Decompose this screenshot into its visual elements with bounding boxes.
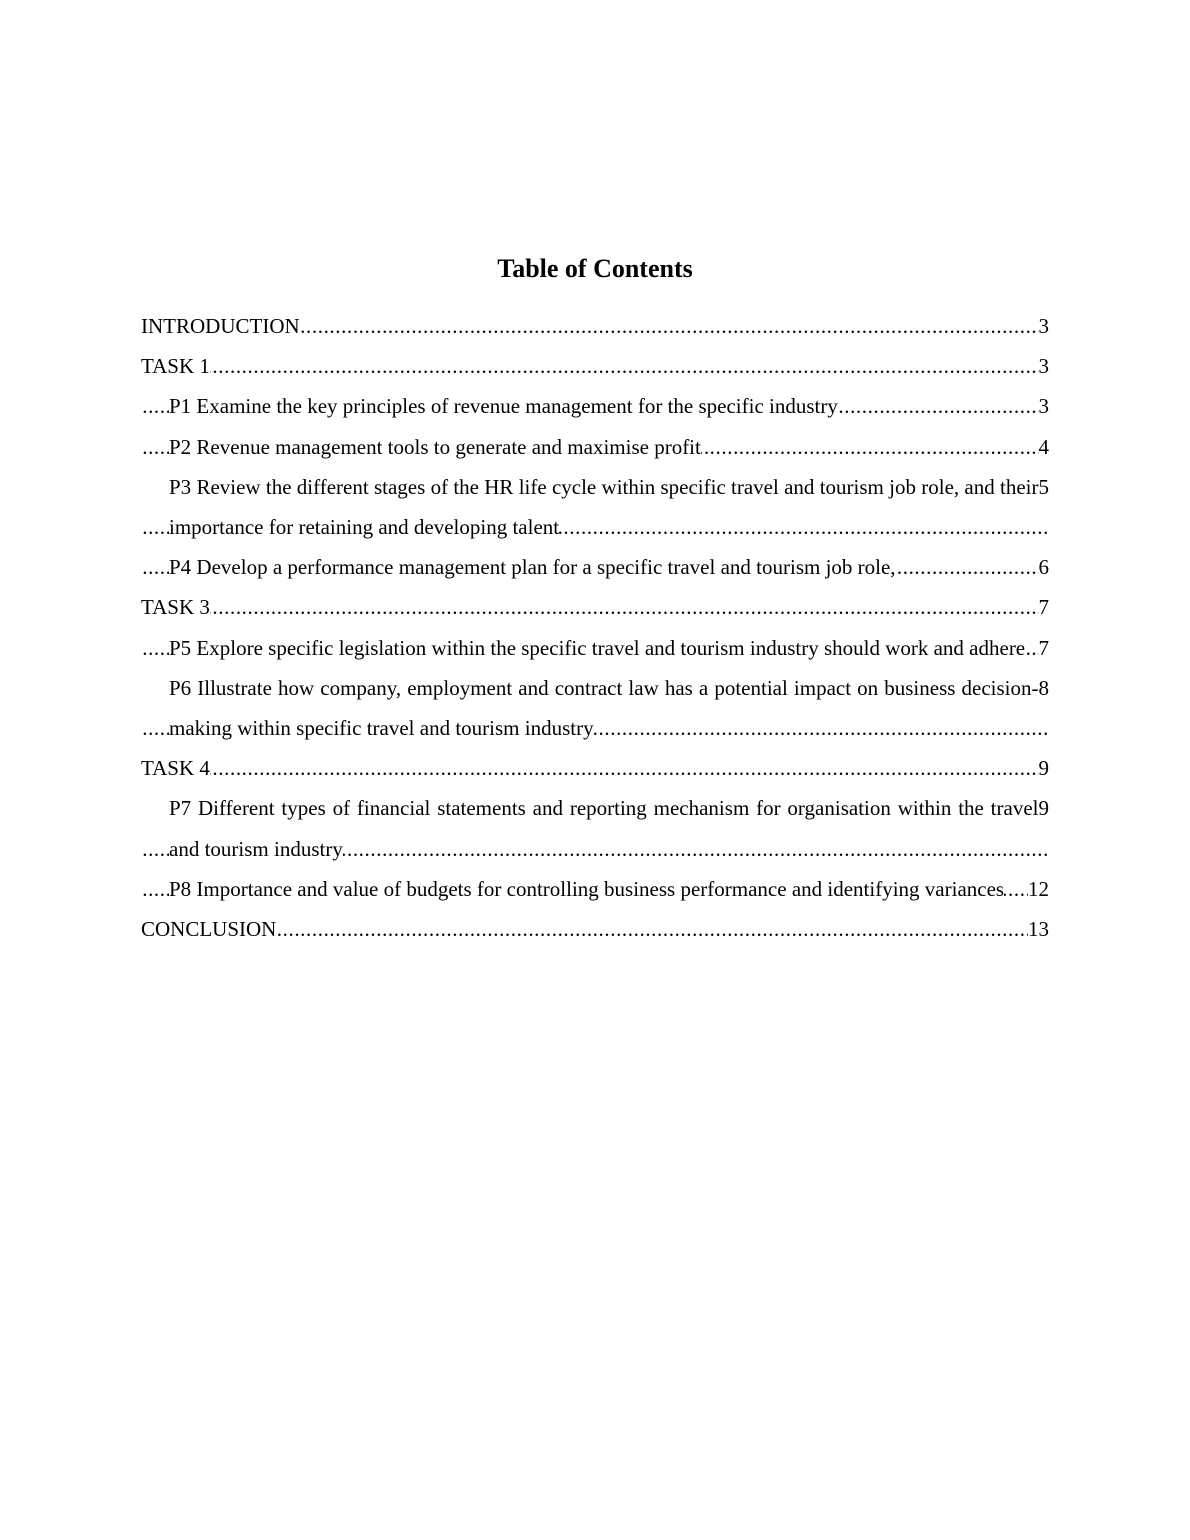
toc-page-number: 7 — [1039, 587, 1050, 627]
toc-entry-text: P3 Review the different stages of the HR life cycle within specific travel and tourism job role, and their importance for retaining and developing talent — [169, 474, 1039, 540]
toc-entry-p4[interactable] — [141, 547, 1049, 587]
toc-entry-text: TASK 3 — [141, 595, 210, 620]
toc-entry-text: INTRODUCTION — [141, 314, 300, 338]
toc-entry-text: P7 Different types of financial statements and reporting mechanism for organisation within the travel and tourism industry — [169, 796, 1039, 861]
leader-dots — [141, 909, 1049, 949]
toc-entry-text: TASK 1 — [141, 354, 210, 379]
toc-entry-text: P8 Importance and value of budgets for controlling business performance and identifying variances — [169, 876, 1005, 901]
toc-page-number: 5 — [1039, 467, 1050, 507]
toc-page-number: 9 — [1039, 748, 1050, 788]
toc-entry-text: P5 Explore specific legislation within the specific travel and tourism industry should work and adhere — [169, 635, 1026, 660]
toc-entry-p7[interactable] — [141, 788, 1049, 868]
toc-page-number: 8 — [1039, 668, 1050, 708]
toc-page-number: 9 — [1039, 788, 1050, 828]
toc-page-number: 4 — [1039, 427, 1050, 467]
toc-page-number: 3 — [1039, 386, 1050, 426]
toc-title: Table of Contents — [497, 254, 693, 283]
toc-entry-text: P2 Revenue management tools to generate and maximise profit — [169, 434, 701, 459]
toc-entry-text: P6 Illustrate how company, employment and contract law has a potential impact on business decision-making within specific travel and tourism industry — [169, 675, 1039, 741]
toc-entry-p8[interactable] — [141, 869, 1049, 909]
toc-entry-introduction[interactable] — [141, 306, 1049, 346]
toc-entry-p3[interactable] — [141, 467, 1049, 547]
toc-entry-text: TASK 4 — [141, 756, 210, 781]
toc-entry-task-4[interactable] — [141, 748, 1049, 788]
leader-dots — [141, 346, 1049, 386]
toc-entry-task-1[interactable] — [141, 346, 1049, 386]
leader-dots — [141, 748, 1049, 788]
toc-page-number: 3 — [1039, 306, 1050, 346]
toc-entry-text: P4 Develop a performance management plan for a specific travel and tourism job role, — [169, 555, 896, 580]
toc-entry-conclusion[interactable] — [141, 909, 1049, 949]
toc-page-number: 13 — [1028, 909, 1049, 949]
toc-entry-text: P1 Examine the key principles of revenue management for the specific industry — [169, 394, 838, 419]
toc-entry-p5[interactable] — [141, 628, 1049, 668]
toc-page-number: 6 — [1039, 547, 1050, 587]
toc-entry-p1[interactable] — [141, 386, 1049, 426]
toc-entry-task-3[interactable] — [141, 587, 1049, 627]
toc-page-number: 7 — [1039, 628, 1050, 668]
toc-entry-p2[interactable] — [141, 427, 1049, 467]
toc-entry-text: CONCLUSION — [141, 917, 277, 942]
leader-dots — [141, 587, 1049, 627]
table-of-contents — [141, 306, 1049, 949]
toc-page-number: 12 — [1028, 869, 1049, 909]
toc-entry-p6[interactable] — [141, 668, 1049, 748]
toc-page-number: 3 — [1039, 346, 1050, 386]
